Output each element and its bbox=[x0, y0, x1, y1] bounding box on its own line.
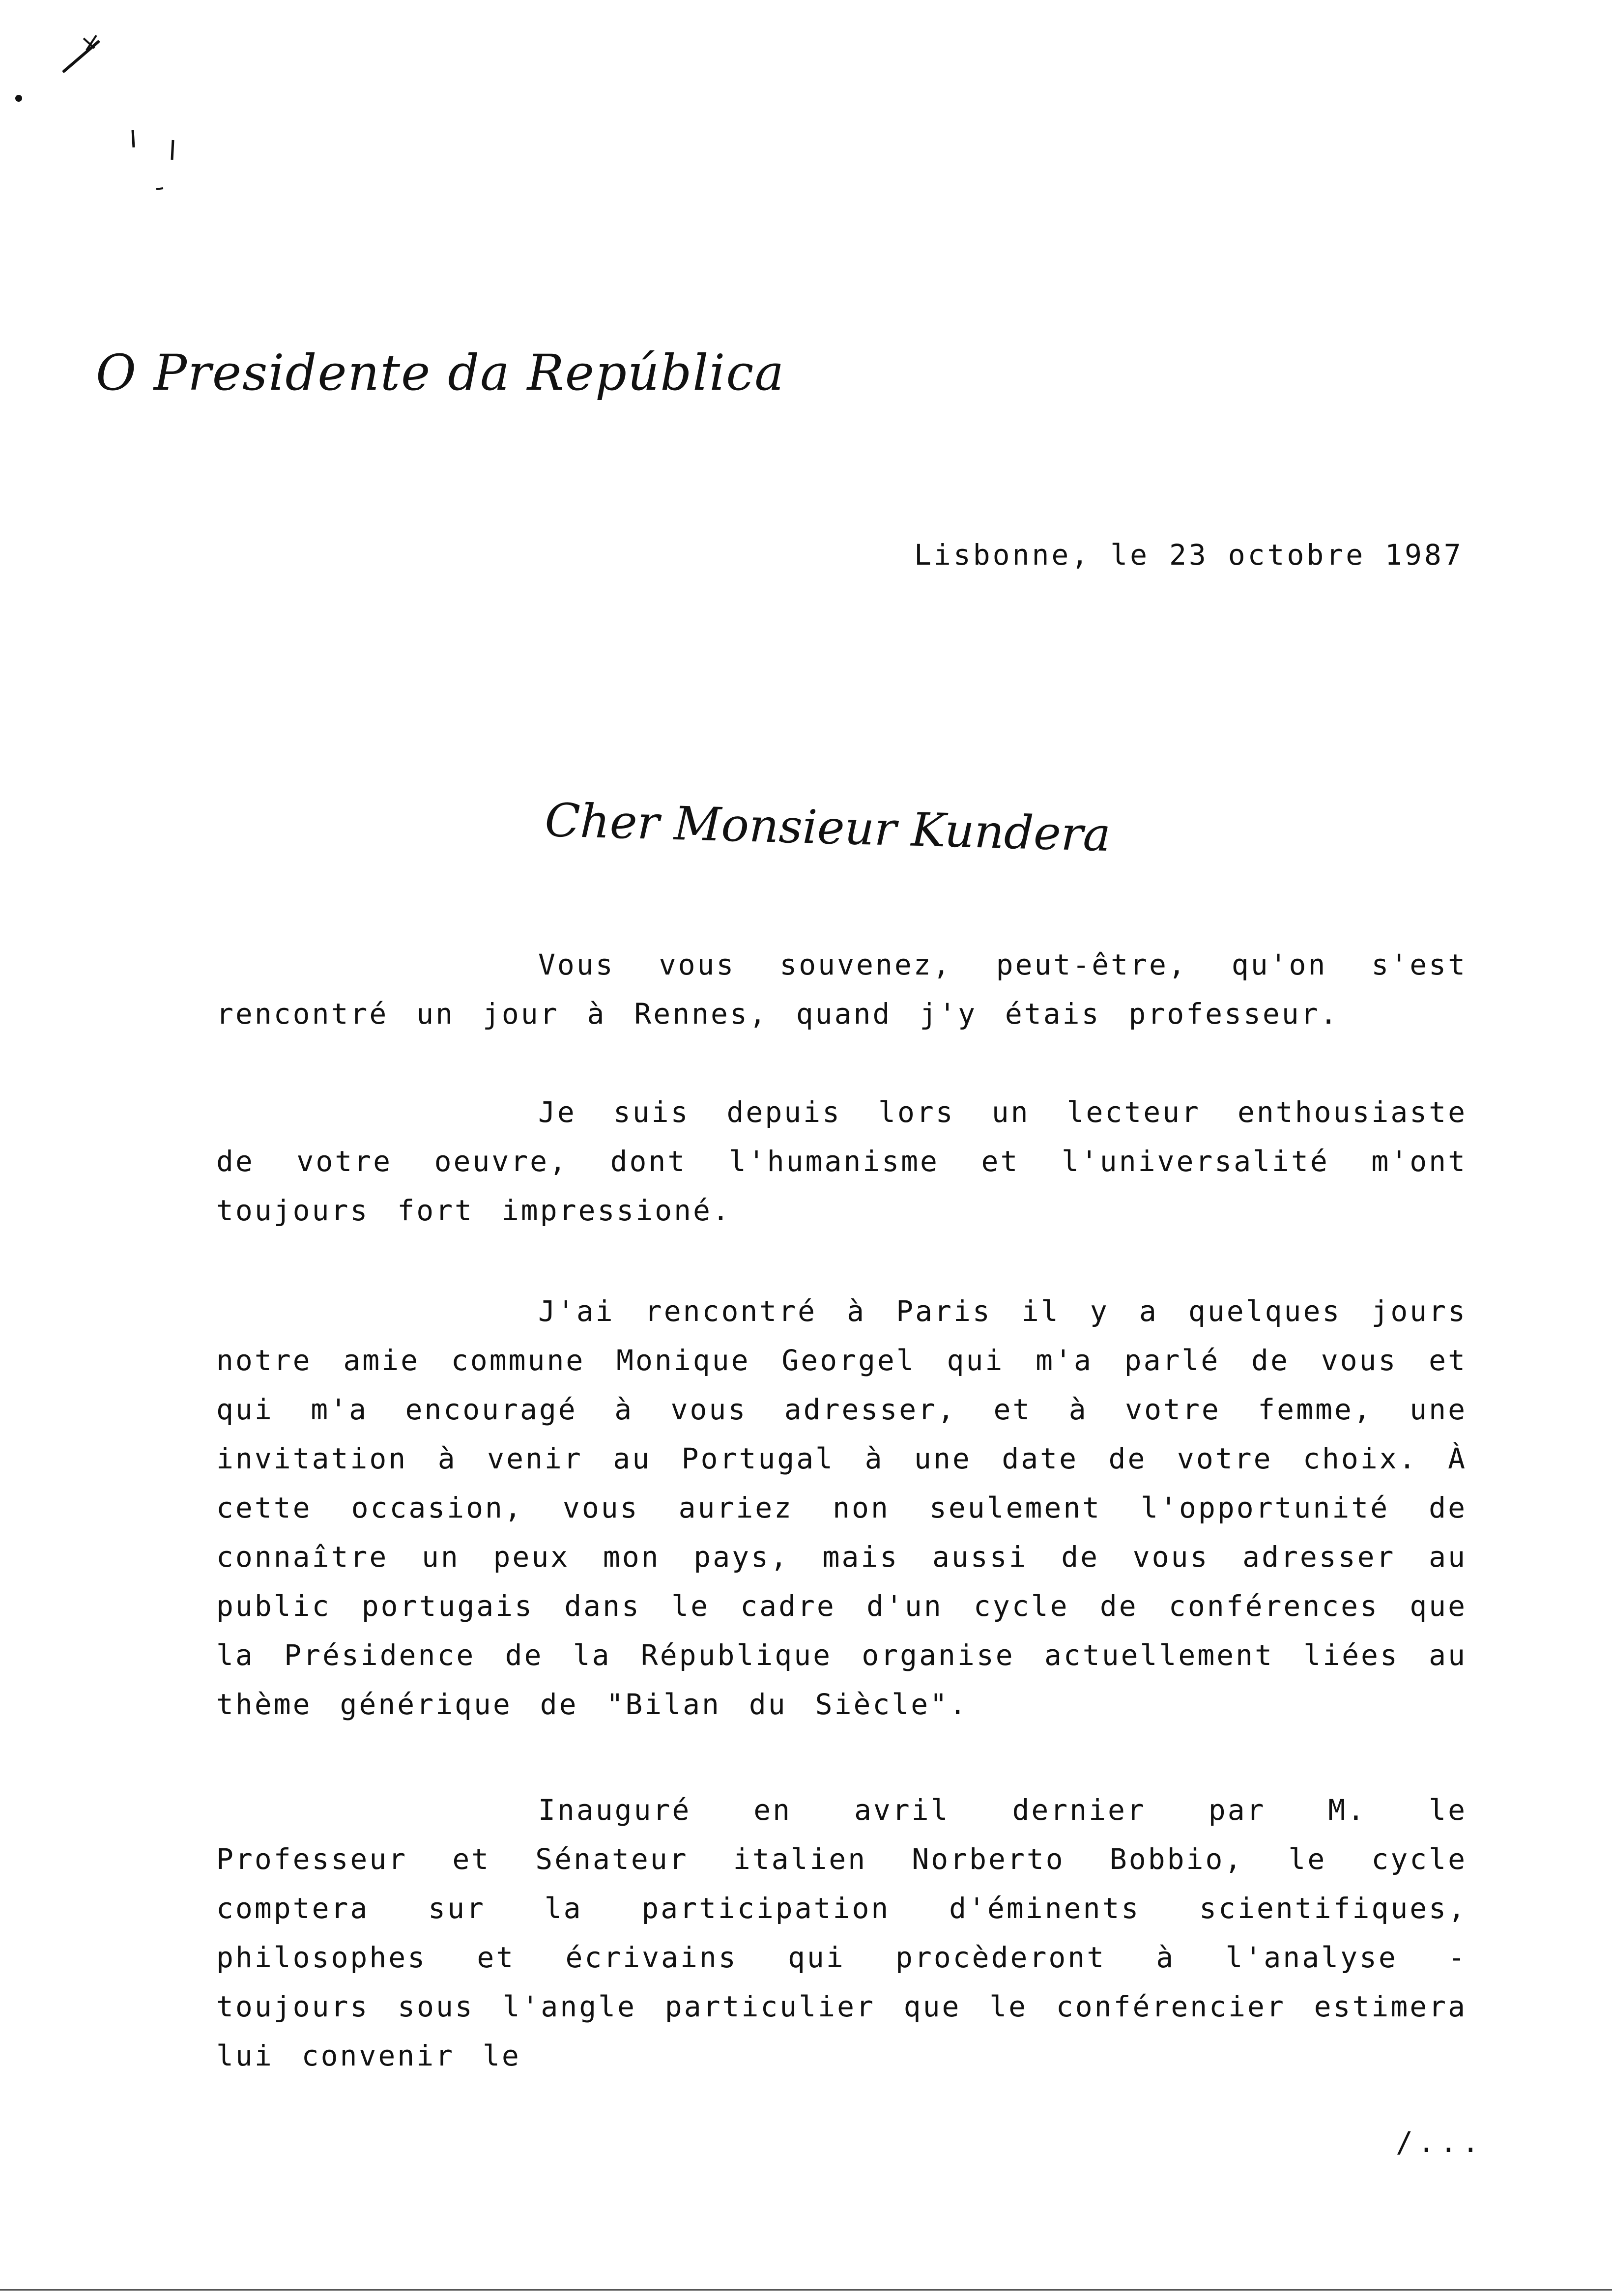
margin-dash bbox=[156, 188, 163, 189]
margin-pen-marks bbox=[0, 0, 1612, 197]
handwritten-salutation: Cher Monsieur Kundera bbox=[544, 794, 1112, 862]
paragraph-2: Je suis depuis lors un lecteur enthousiaste de votre oeuvre, dont l'humanisme et l'universalité m'ont toujours fort impressioné. bbox=[216, 1095, 1467, 1227]
letterhead-title: O Presidente da República bbox=[96, 344, 785, 402]
paragraph-3: J'ai rencontré à Paris il y a quelques jours notre amie commune Monique Georgel qui m'a parlé de vous et qui m'a encouragé à vous adresser, et à votre femme, une invitation à venir au Portugal à une date de votre choix. À cette occasion, vous auriez non seulement l'opportunité de connaître un peux mon pays, mais aussi de vous adresser au public portugais dans le cadre d'un cycle de conférences que la Présidence de la République organise actuellement liées au thème générique de "Bilan du Siècle". bbox=[216, 1294, 1467, 1721]
margin-tick-left bbox=[133, 130, 134, 147]
paragraph-1: Vous vous souvenez, peut-être, qu'on s'est rencontré un jour à Rennes, quand j'y étais professeur. bbox=[216, 948, 1467, 1031]
continuation-marker: /... bbox=[1396, 2125, 1484, 2159]
paragraph-4: Inauguré en avril dernier par M. le Professeur et Sénateur italien Norberto Bobbio, le cycle comptera sur la participation d'éminents scientifiques, philosophes et écrivains qui procèderont à l'analyse - toujours sous l'angle particulier que le conférencier estimera lui convenir le bbox=[216, 1793, 1467, 2072]
letter-date: Lisbonne, le 23 octobre 1987 bbox=[914, 538, 1464, 572]
margin-tick-right bbox=[172, 140, 173, 160]
page-bottom-edge bbox=[0, 2289, 1612, 2291]
margin-dot bbox=[15, 95, 22, 102]
